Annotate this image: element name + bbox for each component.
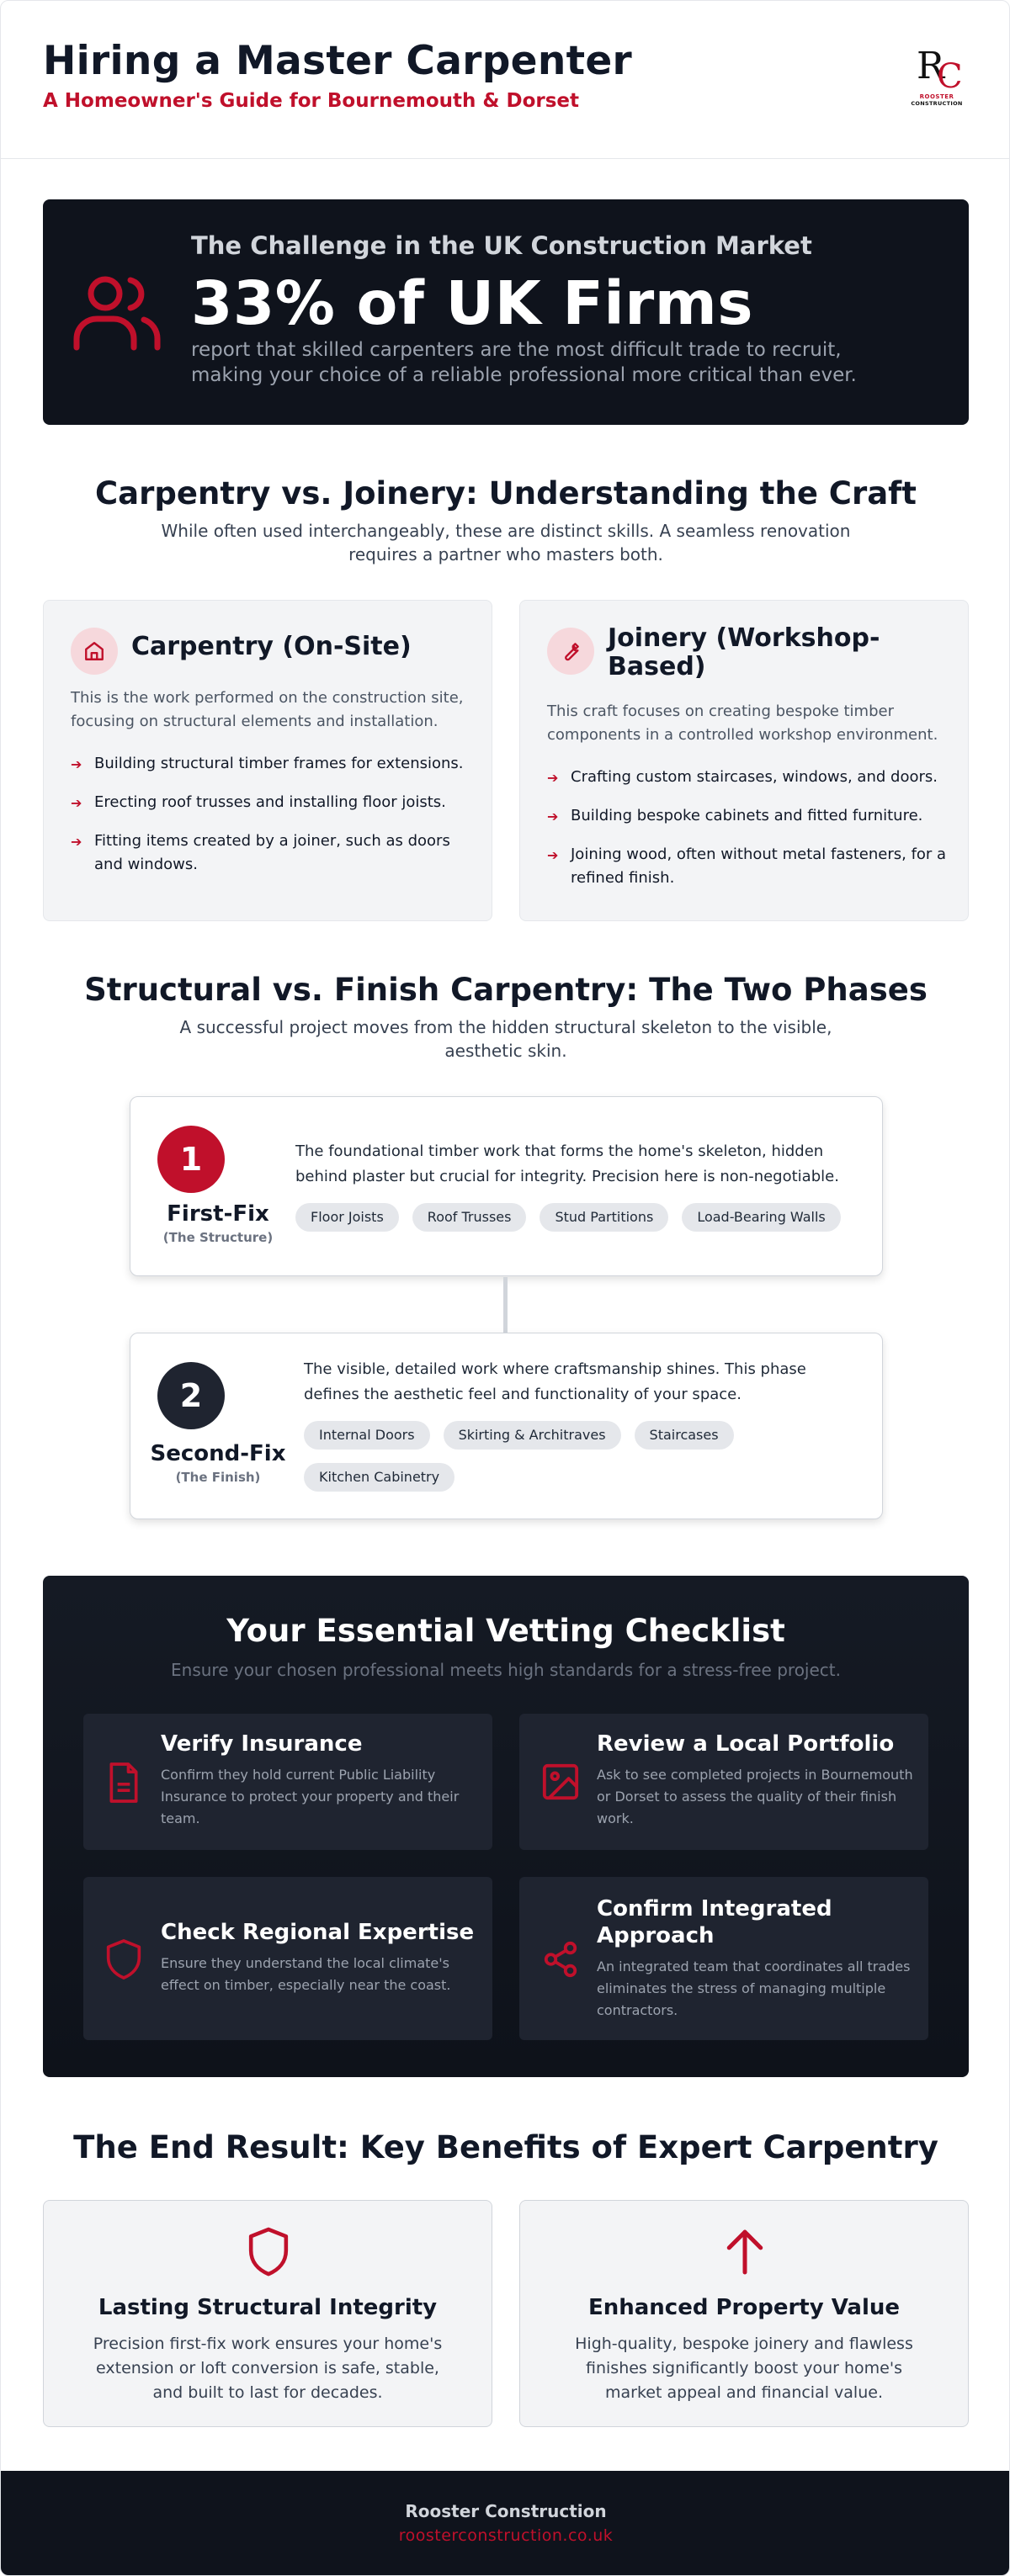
shield-icon	[247, 2226, 290, 2277]
phase-subtitle: (The Structure)	[162, 1230, 274, 1245]
arrow-right-icon: ➔	[71, 834, 82, 850]
checklist-title: Your Essential Vetting Checklist	[226, 1613, 785, 1649]
users-icon	[73, 275, 161, 351]
phase-description: The foundational timber work that forms the home's skeleton, hidden behind plaster but crucial for integrity. Precision here is non-negotiable.	[295, 1142, 839, 1185]
arrow-right-icon: ➔	[71, 795, 82, 811]
checklist-item-integrated	[519, 1877, 928, 2040]
benefits-section-title: The End Result: Key Benefits of Expert Carpentry	[73, 2129, 938, 2165]
checklist-item-portfolio	[519, 1714, 928, 1850]
craft-section-title: Carpentry vs. Joinery: Understanding the Craft	[95, 475, 917, 511]
arrow-right-icon: ➔	[547, 847, 559, 863]
tag-chip: Kitchen Cabinetry	[304, 1463, 454, 1492]
checklist-item-text: Ensure they understand the local climate's effect on timber, especially near the coast.	[161, 1955, 451, 1993]
benefit-card-value	[519, 2200, 969, 2427]
phase-description: The visible, detailed work where craftsmanship shines. This phase defines the aesthetic feel and functionality of your space.	[304, 1360, 806, 1403]
challenge-banner	[43, 199, 969, 425]
checklist-subtitle: Ensure your chosen professional meets high standards for a stress-free project.	[171, 1660, 841, 1680]
checklist-item-expertise	[83, 1877, 492, 2040]
carpentry-list	[71, 752, 483, 892]
tag-chip: Staircases	[635, 1421, 734, 1450]
phase-card-first-fix	[130, 1096, 883, 1276]
checklist-item-text: Confirm they hold current Public Liability Insurance to protect your property and their team.	[161, 1767, 460, 1826]
phase-name: Second-Fix	[150, 1441, 286, 1466]
carpentry-title: Carpentry (On-Site)	[131, 632, 412, 661]
tag-chip: Roof Trusses	[412, 1203, 527, 1232]
home-icon-badge	[71, 628, 118, 675]
page-title: Hiring a Master Carpenter	[43, 38, 633, 84]
benefit-text: Precision first-fix work ensures your home's extension or loft conversion is safe, stable, and built to last for decades.	[93, 2335, 443, 2402]
image-icon	[541, 1762, 580, 1801]
checklist-item-text: Ask to see completed projects in Bournemouth or Dorset to assess the quality of their finish work.	[597, 1767, 913, 1826]
list-item: ➔ Joining wood, often without metal fasteners, for a refined finish.	[547, 845, 947, 887]
checklist-item-title: Check Regional Expertise	[161, 1920, 475, 1945]
phase-subtitle: (The Finish)	[175, 1470, 261, 1485]
list-item: ➔ Building bespoke cabinets and fitted furniture.	[547, 804, 960, 828]
phase-number: 2	[157, 1362, 225, 1429]
checklist-item-title: Confirm Integrated Approach	[597, 1896, 832, 1948]
benefit-card-integrity	[43, 2200, 492, 2427]
joinery-list	[547, 766, 960, 905]
phase-card-second-fix	[130, 1333, 883, 1519]
craft-section-subtitle: While often used interchangeably, these are distinct skills. A seamless renovation requires a partner who masters both.	[161, 521, 851, 564]
joinery-card	[519, 600, 969, 921]
arrow-right-icon: ➔	[547, 770, 559, 786]
phase-name: First-Fix	[167, 1201, 269, 1227]
carpentry-card	[43, 600, 492, 921]
share-icon	[541, 1939, 580, 1980]
benefit-title: Enhanced Property Value	[587, 2295, 901, 2320]
benefit-title: Lasting Structural Integrity	[98, 2295, 438, 2320]
checklist-item-insurance	[83, 1714, 492, 1850]
phase-tags	[295, 1203, 868, 1232]
benefit-text: High-quality, bespoke joinery and flawless finishes significantly boost your home's market appeal and financial value.	[575, 2335, 913, 2402]
wrench-icon	[560, 640, 582, 662]
shield-icon	[105, 1939, 142, 1980]
page-subtitle: A Homeowner's Guide for Bournemouth & Dorset	[43, 90, 580, 112]
arrow-right-icon: ➔	[547, 808, 559, 824]
tag-chip: Stud Partitions	[540, 1203, 668, 1232]
list-item: ➔ Fitting items created by a joiner, such as doors and windows.	[71, 832, 450, 873]
phase-connector	[503, 1277, 508, 1333]
phase-tags	[304, 1421, 775, 1492]
footer-website-link[interactable]: roosterconstruction.co.uk	[398, 2526, 614, 2545]
arrow-right-icon: ➔	[71, 756, 82, 772]
checklist-item-title: Verify Insurance	[161, 1731, 363, 1757]
challenge-stat: 33% of UK Firms	[191, 268, 754, 338]
footer-company-name: Rooster Construction	[405, 2501, 607, 2521]
list-item: ➔ Crafting custom staircases, windows, and doors.	[547, 766, 960, 789]
checklist-item-text: An integrated team that coordinates all trades eliminates the stress of managing multiple contractors.	[597, 1959, 911, 2018]
tag-chip: Skirting & Architraves	[444, 1421, 621, 1450]
page-footer	[1, 2471, 1010, 2576]
list-item: ➔ Erecting roof trusses and installing floor joists.	[71, 791, 483, 814]
challenge-kicker: The Challenge in the UK Construction Market	[191, 231, 812, 260]
phases-section-title: Structural vs. Finish Carpentry: The Two Phases	[84, 972, 928, 1008]
phases-section-subtitle: A successful project moves from the hidden structural skeleton to the visible, aesthetic skin.	[179, 1017, 832, 1061]
arrow-up-icon	[724, 2226, 766, 2277]
wrench-icon-badge	[547, 628, 594, 675]
page-header	[1, 1, 1009, 159]
joinery-title: Joinery (Workshop-Based)	[608, 623, 880, 681]
challenge-description: report that skilled carpenters are the most difficult trade to recruit, making your choice of a reliable professional more critical than ever.	[191, 339, 857, 386]
tag-chip: Load-Bearing Walls	[682, 1203, 840, 1232]
vetting-checklist	[43, 1576, 969, 2077]
tag-chip: Floor Joists	[295, 1203, 399, 1232]
brand-logo: R C ROOSTER CONSTRUCTION	[911, 45, 963, 107]
checklist-item-title: Review a Local Portfolio	[597, 1731, 895, 1757]
home-icon	[83, 640, 105, 662]
carpentry-description: This is the work performed on the construction site, focusing on structural elements and installation.	[71, 689, 464, 730]
tag-chip: Internal Doors	[304, 1421, 430, 1450]
joinery-description: This craft focuses on creating bespoke timber components in a controlled workshop environment.	[547, 702, 938, 744]
document-icon	[105, 1762, 142, 1803]
phase-number: 1	[157, 1126, 225, 1193]
list-item: ➔ Building structural timber frames for extensions.	[71, 752, 483, 776]
